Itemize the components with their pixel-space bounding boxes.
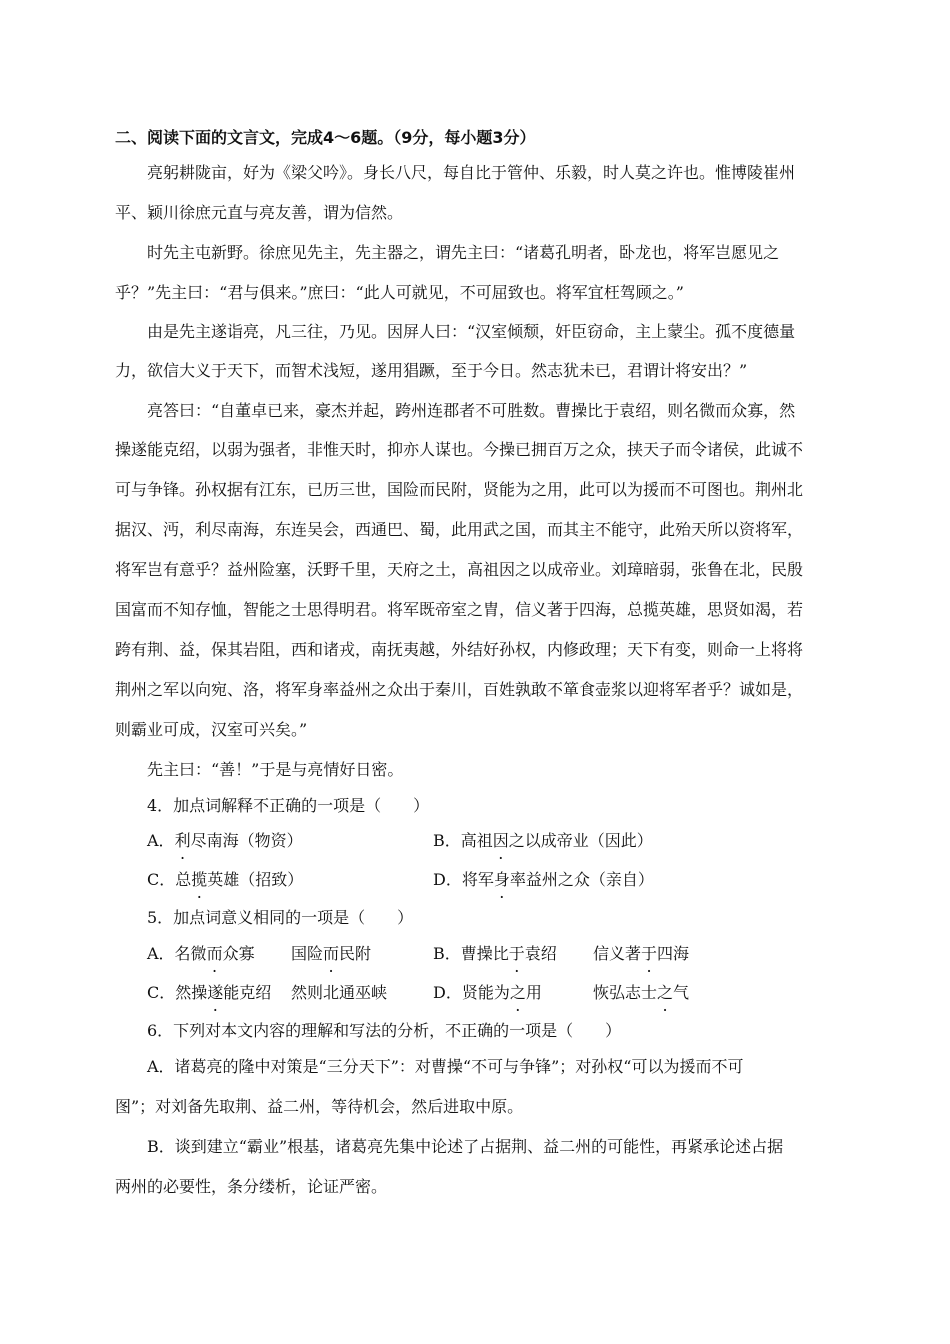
option-text: 能克绍	[223, 983, 272, 1002]
option-text: 气	[673, 983, 690, 1002]
passage-line: 将军岂有意乎？益州险塞，沃野千里，天府之土，高祖因之以成帝业。刘璋暗弱，张鲁在北，民殷	[115, 560, 804, 579]
option-text: 率益州之众（亲自）	[509, 870, 654, 889]
q5-option-b-1	[433, 944, 557, 964]
dotted-word: 而	[323, 944, 340, 963]
passage-line: 据汉、沔，利尽南海，东连吴会，西通巴、蜀，此用武之国，而其主不能守，此殆天所以资将军，	[115, 520, 804, 539]
dotted-word: 于	[641, 944, 658, 963]
q4-option-c	[147, 870, 303, 890]
option-text: 众寡	[222, 944, 255, 963]
passage-line: 先主曰：“善！”于是与亮情好日密。	[147, 760, 404, 779]
passage-line: 跨有荆、益，保其岩阻，西和诸戎，南抚夷越，外结好孙权，内修政理；天下有变，则命一上将将	[115, 640, 804, 659]
option-text: 之以成帝业（因此）	[508, 831, 653, 850]
option-text: D．贤能为	[433, 983, 510, 1002]
dotted-word: 因	[492, 831, 509, 850]
option-text: B．曹操比	[433, 944, 509, 963]
passage-line: 亮答曰：“自董卓已来，豪杰并起，跨州连郡者不可胜数。曹操比于袁绍，则名微而众寡，然	[147, 401, 796, 420]
option-text: C．然操	[147, 983, 208, 1002]
question-5-stem: 5．加点词意义相同的一项是（ ）	[147, 908, 414, 927]
q5-option-d-2	[593, 983, 689, 1003]
option-text: 信义著	[593, 944, 642, 963]
option-text: 国险	[291, 944, 324, 963]
passage-line: 则霸业可成，汉室可兴矣。”	[115, 720, 308, 739]
q4-option-d	[433, 870, 654, 890]
passage-line: 平、颖川徐庶元直与亮友善，谓为信然。	[115, 203, 404, 222]
option-text: 尽南海（物资）	[190, 831, 303, 850]
q6-option-b: B．谈到建立“霸业”根基，诸葛亮先集中论述了占据荆、益二州的可能性，再紧承论述占据	[147, 1137, 784, 1156]
option-text: 袁绍	[524, 944, 557, 963]
section-heading: 二、阅读下面的文言文，完成4～6题。（9分，每小题3分）	[115, 128, 536, 147]
q5-option-a-2	[291, 944, 371, 964]
q6-option-a: A．诸葛亮的隆中对策是“三分天下”：对曹操“不可与争锋”；对孙权“可以为援而不可	[147, 1057, 744, 1076]
question-4-stem: 4．加点词解释不正确的一项是（ ）	[147, 796, 430, 815]
question-6-stem: 6．下列对本文内容的理解和写法的分析，不正确的一项是（ ）	[147, 1021, 622, 1040]
q5-option-a-1	[147, 944, 255, 964]
q6-option-a-cont: 图”；对刘备先取荆、益二州，等待机会，然后进取中原。	[115, 1097, 524, 1116]
dotted-word: 于	[508, 944, 525, 963]
passage-line: 力，欲信大义于天下，而智术浅短，遂用猖蹶，至于今日。然志犹未已，君谓计将安出？”	[115, 361, 748, 380]
q5-option-c-1	[147, 983, 271, 1003]
passage-line: 时先主屯新野。徐庶见先主，先主器之，谓先主曰：“诸葛孔明者，卧龙也，将军岂愿见之	[147, 243, 780, 262]
option-text: 然则北通巫峡	[291, 983, 388, 1002]
option-text: D．将军	[433, 870, 494, 889]
option-text: 英雄（招致）	[207, 870, 304, 889]
option-text: A．	[147, 831, 175, 850]
passage-line: 由是先主遂诣亮，凡三往，乃见。因屏人曰：“汉室倾颓，奸臣窃命，主上蒙尘。孤不度德量	[147, 322, 796, 341]
option-text: 用	[525, 983, 542, 1002]
q5-option-d-1	[433, 983, 542, 1003]
q6-option-b-cont: 两州的必要性，条分缕析，论证严密。	[115, 1177, 388, 1196]
passage-line: 操遂能克绍，以弱为强者，非惟天时，抑亦人谋也。今操已拥百万之众，挟天子而令诸侯，此诚不	[115, 440, 804, 459]
dotted-word: 遂	[207, 983, 224, 1002]
dotted-word: 身	[493, 870, 510, 889]
passage-line: 国富而不知存恤，智能之士思得明君。将军既帝室之胄，信义著于四海，总揽英雄，思贤如渴，若	[115, 600, 804, 619]
option-text: C．总	[147, 870, 192, 889]
q4-option-a	[147, 831, 303, 851]
passage-line: 荆州之军以向宛、洛，将军身率益州之众出于秦川，百姓孰敢不箪食壶浆以迎将军者乎？诚如是，	[115, 680, 804, 699]
q4-option-b	[433, 831, 653, 851]
dotted-word: 利	[174, 831, 191, 850]
option-text: A．名微	[147, 944, 207, 963]
passage-line: 乎？”先主曰：“君与俱来。”庶曰：“此人可就见，不可屈致也。将军宜枉驾顾之。”	[115, 283, 684, 302]
dotted-word: 揽	[191, 870, 208, 889]
passage-line: 可与争锋。孙权据有江东，已历三世，国险而民附，贤能为之用，此可以为援而不可图也。荆州北	[115, 480, 804, 499]
option-text: 四海	[657, 944, 690, 963]
dotted-word: 之	[657, 983, 674, 1002]
option-text: 恢弘志士	[593, 983, 658, 1002]
passage-line: 亮躬耕陇亩，好为《梁父吟》。身长八尺，每自比于管仲、乐毅，时人莫之许也。惟博陵崔州	[147, 163, 796, 182]
option-text: B．高祖	[433, 831, 493, 850]
dotted-word: 而	[206, 944, 223, 963]
q5-option-c-2	[291, 983, 387, 1003]
option-text: 民附	[339, 944, 372, 963]
dotted-word: 之	[509, 983, 526, 1002]
q5-option-b-2	[593, 944, 689, 964]
